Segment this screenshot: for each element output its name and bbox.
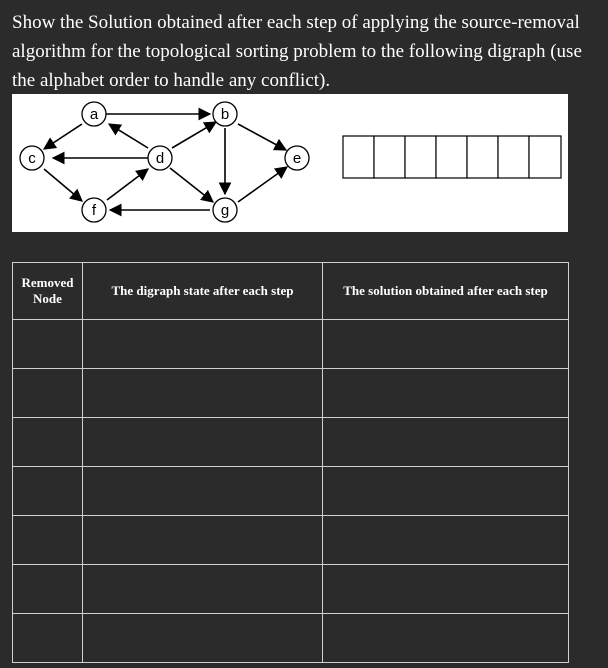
table-row bbox=[13, 369, 569, 418]
table-row bbox=[13, 320, 569, 369]
node-e bbox=[285, 146, 309, 170]
edge-d-g bbox=[170, 168, 213, 202]
graph-nodes bbox=[20, 102, 309, 222]
table-header-row bbox=[13, 263, 569, 320]
removed-node-cell[interactable] bbox=[13, 516, 83, 565]
digraph-state-cell[interactable] bbox=[83, 418, 323, 467]
edge-b-e bbox=[238, 124, 286, 150]
solution-cell[interactable] bbox=[323, 614, 569, 663]
removed-node-cell[interactable] bbox=[13, 467, 83, 516]
digraph-state-cell[interactable] bbox=[83, 369, 323, 418]
svg-text:g: g bbox=[220, 202, 230, 219]
solution-boxes bbox=[343, 136, 561, 178]
node-b bbox=[213, 102, 237, 126]
solution-box bbox=[405, 136, 436, 178]
table-row bbox=[13, 467, 569, 516]
table-row bbox=[13, 516, 569, 565]
svg-text:a: a bbox=[89, 106, 99, 123]
solution-box bbox=[374, 136, 405, 178]
removed-node-cell[interactable] bbox=[13, 369, 83, 418]
edge-c-f bbox=[44, 169, 82, 201]
digraph-state-cell[interactable] bbox=[83, 614, 323, 663]
solution-box bbox=[498, 136, 529, 178]
removed-node-cell[interactable] bbox=[13, 418, 83, 467]
node-c bbox=[20, 146, 44, 170]
solution-cell[interactable] bbox=[323, 418, 569, 467]
edge-d-b bbox=[172, 122, 216, 148]
table-row bbox=[13, 614, 569, 663]
svg-text:c: c bbox=[28, 150, 36, 167]
node-g bbox=[213, 198, 237, 222]
solution-box bbox=[529, 136, 561, 178]
removed-node-cell[interactable] bbox=[13, 320, 83, 369]
digraph-state-cell[interactable] bbox=[83, 516, 323, 565]
edge-d-a bbox=[109, 124, 148, 148]
digraph-state-cell[interactable] bbox=[83, 467, 323, 516]
table-row bbox=[13, 565, 569, 614]
solution-box bbox=[467, 136, 498, 178]
solution-cell[interactable] bbox=[323, 565, 569, 614]
edge-g-e bbox=[238, 167, 287, 202]
steps-table bbox=[12, 262, 569, 663]
edge-a-c bbox=[44, 124, 82, 149]
removed-node-cell[interactable] bbox=[13, 614, 83, 663]
node-a bbox=[82, 102, 106, 126]
header-solution: The solution obtained after each step bbox=[323, 263, 569, 320]
svg-text:f: f bbox=[91, 202, 97, 219]
solution-box bbox=[343, 136, 374, 178]
digraph-state-cell[interactable] bbox=[83, 565, 323, 614]
svg-text:d: d bbox=[155, 150, 165, 167]
header-digraph-state: The digraph state after each step bbox=[83, 263, 323, 320]
solution-box bbox=[436, 136, 467, 178]
removed-node-cell[interactable] bbox=[13, 565, 83, 614]
node-f bbox=[82, 198, 106, 222]
solution-cell[interactable] bbox=[323, 467, 569, 516]
edge-f-d bbox=[107, 169, 148, 200]
digraph-figure bbox=[12, 94, 568, 232]
solution-cell[interactable] bbox=[323, 320, 569, 369]
table-row bbox=[13, 418, 569, 467]
svg-text:e: e bbox=[292, 150, 302, 167]
digraph-state-cell[interactable] bbox=[83, 320, 323, 369]
svg-text:b: b bbox=[220, 106, 230, 123]
question-text: Show the Solution obtained after each step of applying the source-removal algorithm for the topological sorting problem to the following digraph (use the alphabet order to handle any conflict). bbox=[12, 12, 582, 91]
solution-cell[interactable] bbox=[323, 516, 569, 565]
header-removed-node: Removed Node bbox=[13, 263, 83, 320]
node-d bbox=[148, 146, 172, 170]
solution-cell[interactable] bbox=[323, 369, 569, 418]
